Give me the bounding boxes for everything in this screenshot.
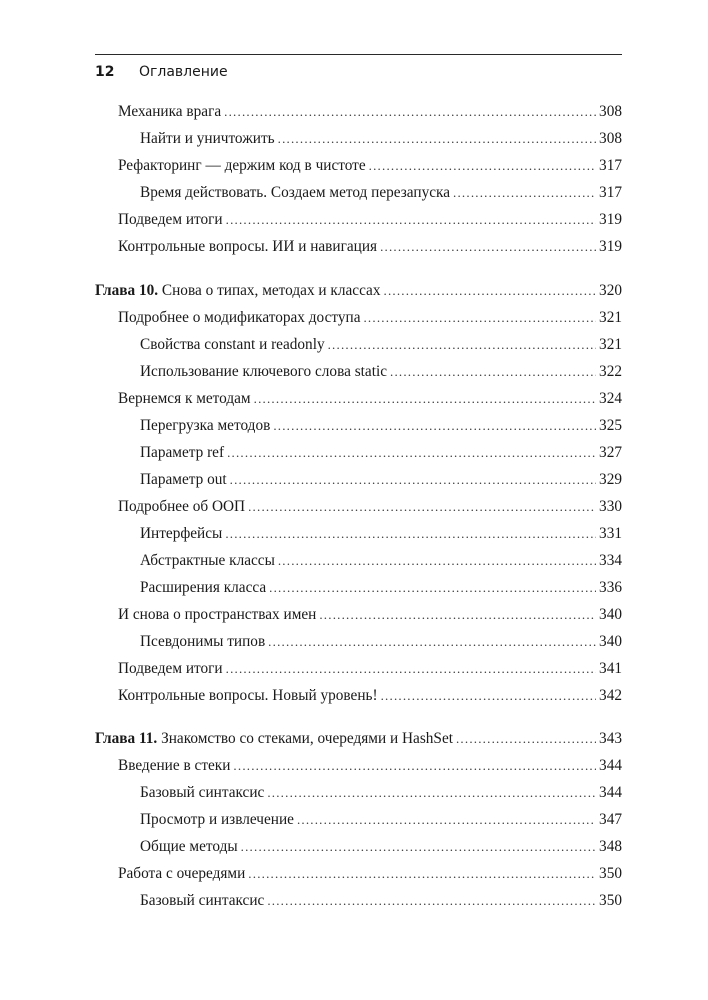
toc-leader (226, 210, 596, 230)
running-header (95, 54, 622, 80)
toc-entry-title: Интерфейсы (140, 525, 223, 542)
toc-entry-page: 324 (599, 390, 622, 407)
toc-entry-page: 317 (599, 157, 622, 174)
chapter-number: Глава 11. (95, 730, 158, 747)
toc-entry-title: Подробнее об ООП (118, 498, 246, 515)
toc-leader (233, 756, 596, 776)
toc-entry-title: Контрольные вопросы. ИИ и навигация (118, 238, 378, 255)
toc-entry-page: 317 (599, 184, 622, 201)
toc-entry[interactable] (140, 810, 622, 830)
toc-entry[interactable] (140, 783, 622, 803)
toc-leader (225, 524, 596, 544)
toc-leader (248, 497, 596, 517)
toc-entry-page: 327 (599, 444, 622, 461)
toc-leader (267, 783, 596, 803)
toc-entry-title: Контрольные вопросы. Новый уровень! (118, 687, 378, 704)
toc-leader (248, 864, 596, 884)
running-title: Оглавление (139, 64, 228, 80)
toc-entry-title: Псевдонимы типов (140, 633, 266, 650)
toc-leader (273, 416, 596, 436)
toc-entry-page: 329 (599, 471, 622, 488)
toc-entry-page: 344 (599, 784, 622, 801)
toc-entry[interactable] (140, 443, 622, 463)
toc-leader (224, 102, 596, 122)
toc-entry-title: Общие методы (140, 838, 238, 855)
toc-leader (384, 281, 597, 301)
toc-leader (319, 605, 596, 625)
toc-entry-title: Вернемся к методам (118, 390, 251, 407)
toc-entry-page: 331 (599, 525, 622, 542)
toc-entry[interactable] (140, 335, 622, 355)
toc-entry[interactable] (118, 210, 622, 230)
toc-entry-page: 344 (599, 757, 622, 774)
toc-entry-page: 308 (599, 130, 622, 147)
toc-entry-title: Абстрактные классы (140, 552, 275, 569)
toc-entry[interactable] (118, 389, 622, 409)
toc-entry-title: И снова о пространствах имен (118, 606, 317, 623)
toc-leader (267, 891, 596, 911)
toc-entry-page: 336 (599, 579, 622, 596)
toc-entry-page: 321 (599, 336, 622, 353)
toc-entry-title: Свойства constant и readonly (140, 336, 325, 353)
toc-entry-page: 350 (599, 892, 622, 909)
toc-entry-page: 322 (599, 363, 622, 380)
toc-entry[interactable] (118, 237, 622, 257)
toc-leader (227, 443, 596, 463)
toc-leader (453, 183, 596, 203)
toc-leader (278, 551, 596, 571)
toc-entry-page: 325 (599, 417, 622, 434)
toc-entry[interactable] (140, 837, 622, 857)
toc-entry-title: Механика врага (118, 103, 222, 120)
toc-leader (328, 335, 596, 355)
toc-entry[interactable] (140, 524, 622, 544)
toc-leader (241, 837, 596, 857)
toc-entry[interactable] (140, 362, 622, 382)
toc-leader (380, 237, 596, 257)
toc-entry-page: 340 (599, 633, 622, 650)
toc-entry-title: Использование ключевого слова static (140, 363, 387, 380)
toc-leader (268, 632, 596, 652)
toc-entry[interactable] (118, 497, 622, 517)
toc-entry[interactable] (118, 659, 622, 679)
toc-entry-title: Время действовать. Создаем метод перезапуска (140, 184, 451, 201)
toc-entry-page: 343 (599, 730, 622, 747)
toc-entry-page: 320 (599, 282, 622, 299)
toc-entry-page: 321 (599, 309, 622, 326)
chapter-number: Глава 10. (95, 282, 159, 299)
toc-entry-page: 319 (599, 238, 622, 255)
toc-entry-title: Подробнее о модификаторах доступа (118, 309, 361, 326)
toc-entry[interactable] (118, 605, 622, 625)
toc-entry-title: Перегрузка методов (140, 417, 271, 434)
toc-entry-page: 308 (599, 103, 622, 120)
toc-entry-page: 319 (599, 211, 622, 228)
toc-entry[interactable] (140, 578, 622, 598)
toc-entry-title: Параметр ref (140, 444, 225, 461)
toc-entry[interactable] (140, 183, 622, 203)
toc-entry[interactable] (118, 756, 622, 776)
toc-entry[interactable] (118, 308, 622, 328)
toc-chapter-entry[interactable] (95, 729, 622, 749)
toc-leader (369, 156, 596, 176)
toc-entry-page: 340 (599, 606, 622, 623)
toc-entry[interactable] (140, 891, 622, 911)
toc-entry-page: 348 (599, 838, 622, 855)
toc-entry-page: 341 (599, 660, 622, 677)
toc-entry-title: Параметр out (140, 471, 227, 488)
toc-entry-page: 347 (599, 811, 622, 828)
toc-leader (363, 308, 596, 328)
toc-entry-title: Базовый синтаксис (140, 784, 265, 801)
toc-entry-title: Подведем итоги (118, 211, 223, 228)
toc-entry-page: 342 (599, 687, 622, 704)
toc-entry-title: Введение в стеки (118, 757, 231, 774)
toc-entry[interactable] (140, 416, 622, 436)
page-number: 12 (95, 64, 115, 80)
toc-entry-title: Подведем итоги (118, 660, 223, 677)
toc-entry[interactable] (140, 551, 622, 571)
toc-entry-page: 334 (599, 552, 622, 569)
toc-entry-title: Работа с очередями (118, 865, 246, 882)
toc-entry[interactable] (140, 632, 622, 652)
toc-leader (297, 810, 596, 830)
toc-entry-title: Просмотр и извлечение (140, 811, 294, 828)
toc-entry-title: Рефакторинг — держим код в чистоте (118, 157, 366, 174)
toc-leader (278, 129, 596, 149)
toc-leader (230, 470, 596, 490)
toc-entry[interactable] (118, 102, 622, 122)
toc-entry-page: 350 (599, 865, 622, 882)
toc-entry[interactable] (118, 864, 622, 884)
toc-entry-title: Найти и уничтожить (140, 130, 275, 147)
toc-chapter-entry[interactable] (95, 281, 622, 301)
toc-entry-title: Снова о типах, методах и классах (161, 282, 381, 299)
toc-entry[interactable] (140, 470, 622, 490)
toc-leader (456, 729, 596, 749)
toc-entry[interactable] (140, 129, 622, 149)
toc-entry[interactable] (118, 156, 622, 176)
toc-leader (226, 659, 596, 679)
toc-entry[interactable] (118, 686, 622, 706)
toc-leader (390, 362, 596, 382)
toc-entry-title: Знакомство со стеками, очередями и HashSet (161, 730, 453, 747)
toc-entry-title: Расширения класса (140, 579, 267, 596)
toc-entry-title: Базовый синтаксис (140, 892, 265, 909)
toc-leader (269, 578, 596, 598)
toc-leader (254, 389, 596, 409)
toc-leader (381, 686, 596, 706)
toc-entry-page: 330 (599, 498, 622, 515)
